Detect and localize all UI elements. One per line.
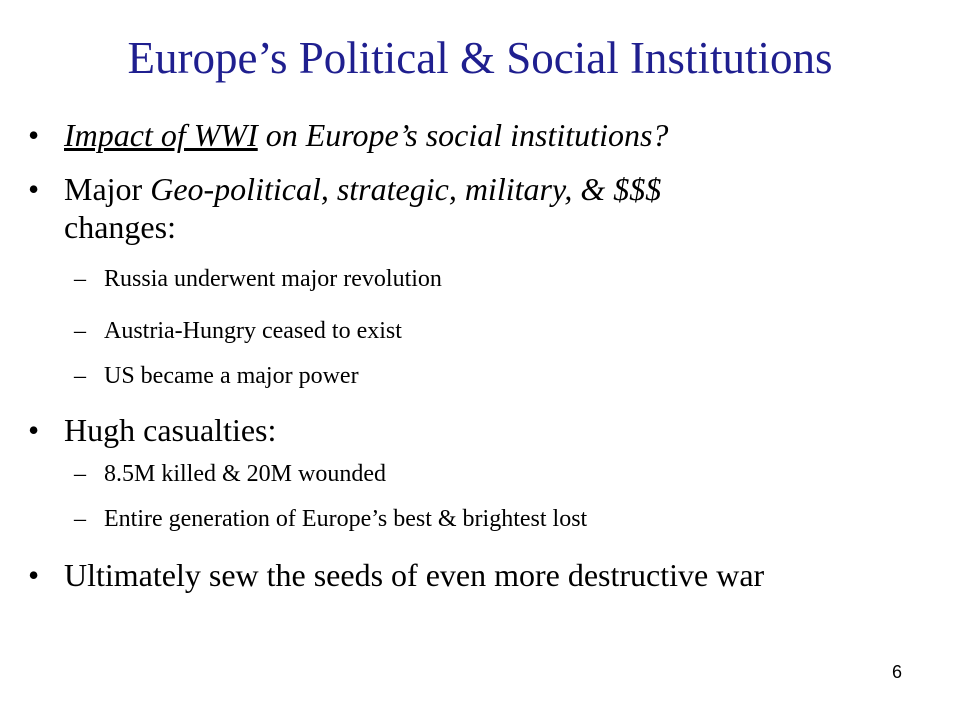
bullet-text [64, 116, 668, 154]
bullet-text [64, 170, 661, 208]
dash-marker: – [74, 266, 86, 292]
sub-bullet-text: Entire generation of Europe’s best & brightest lost [104, 506, 588, 532]
bullet-marker: • [28, 557, 40, 593]
bullet-rest: on Europe’s social institutions? [257, 117, 669, 153]
sub-bullet-text: Austria-Hungry ceased to exist [104, 318, 402, 344]
bullet-lead: Major [64, 171, 151, 207]
dash-marker: – [74, 461, 86, 487]
bullet-marker: • [28, 117, 40, 153]
bullet-marker: • [28, 171, 40, 207]
sub-bullet-text: 8.5M killed & 20M wounded [104, 461, 386, 487]
dash-marker: – [74, 318, 86, 344]
dash-marker: – [74, 363, 86, 389]
italic-phrase: Geo-political, strategic, military, & $$$ [150, 171, 662, 207]
bullet-text-line2: changes: [64, 209, 176, 245]
dash-marker: – [74, 506, 86, 532]
bullet-text: Hugh casualties: [64, 412, 277, 448]
bullet-text: Ultimately sew the seeds of even more destructive war [64, 557, 765, 593]
sub-bullet-text: US became a major power [104, 363, 359, 389]
bullet-marker: • [28, 412, 40, 448]
slide-title: Europe’s Political & Social Institutions [127, 33, 833, 83]
page-number: 6 [891, 662, 902, 682]
sub-bullet-text: Russia underwent major revolution [104, 266, 442, 292]
underlined-phrase: Impact of WWI [64, 117, 258, 153]
